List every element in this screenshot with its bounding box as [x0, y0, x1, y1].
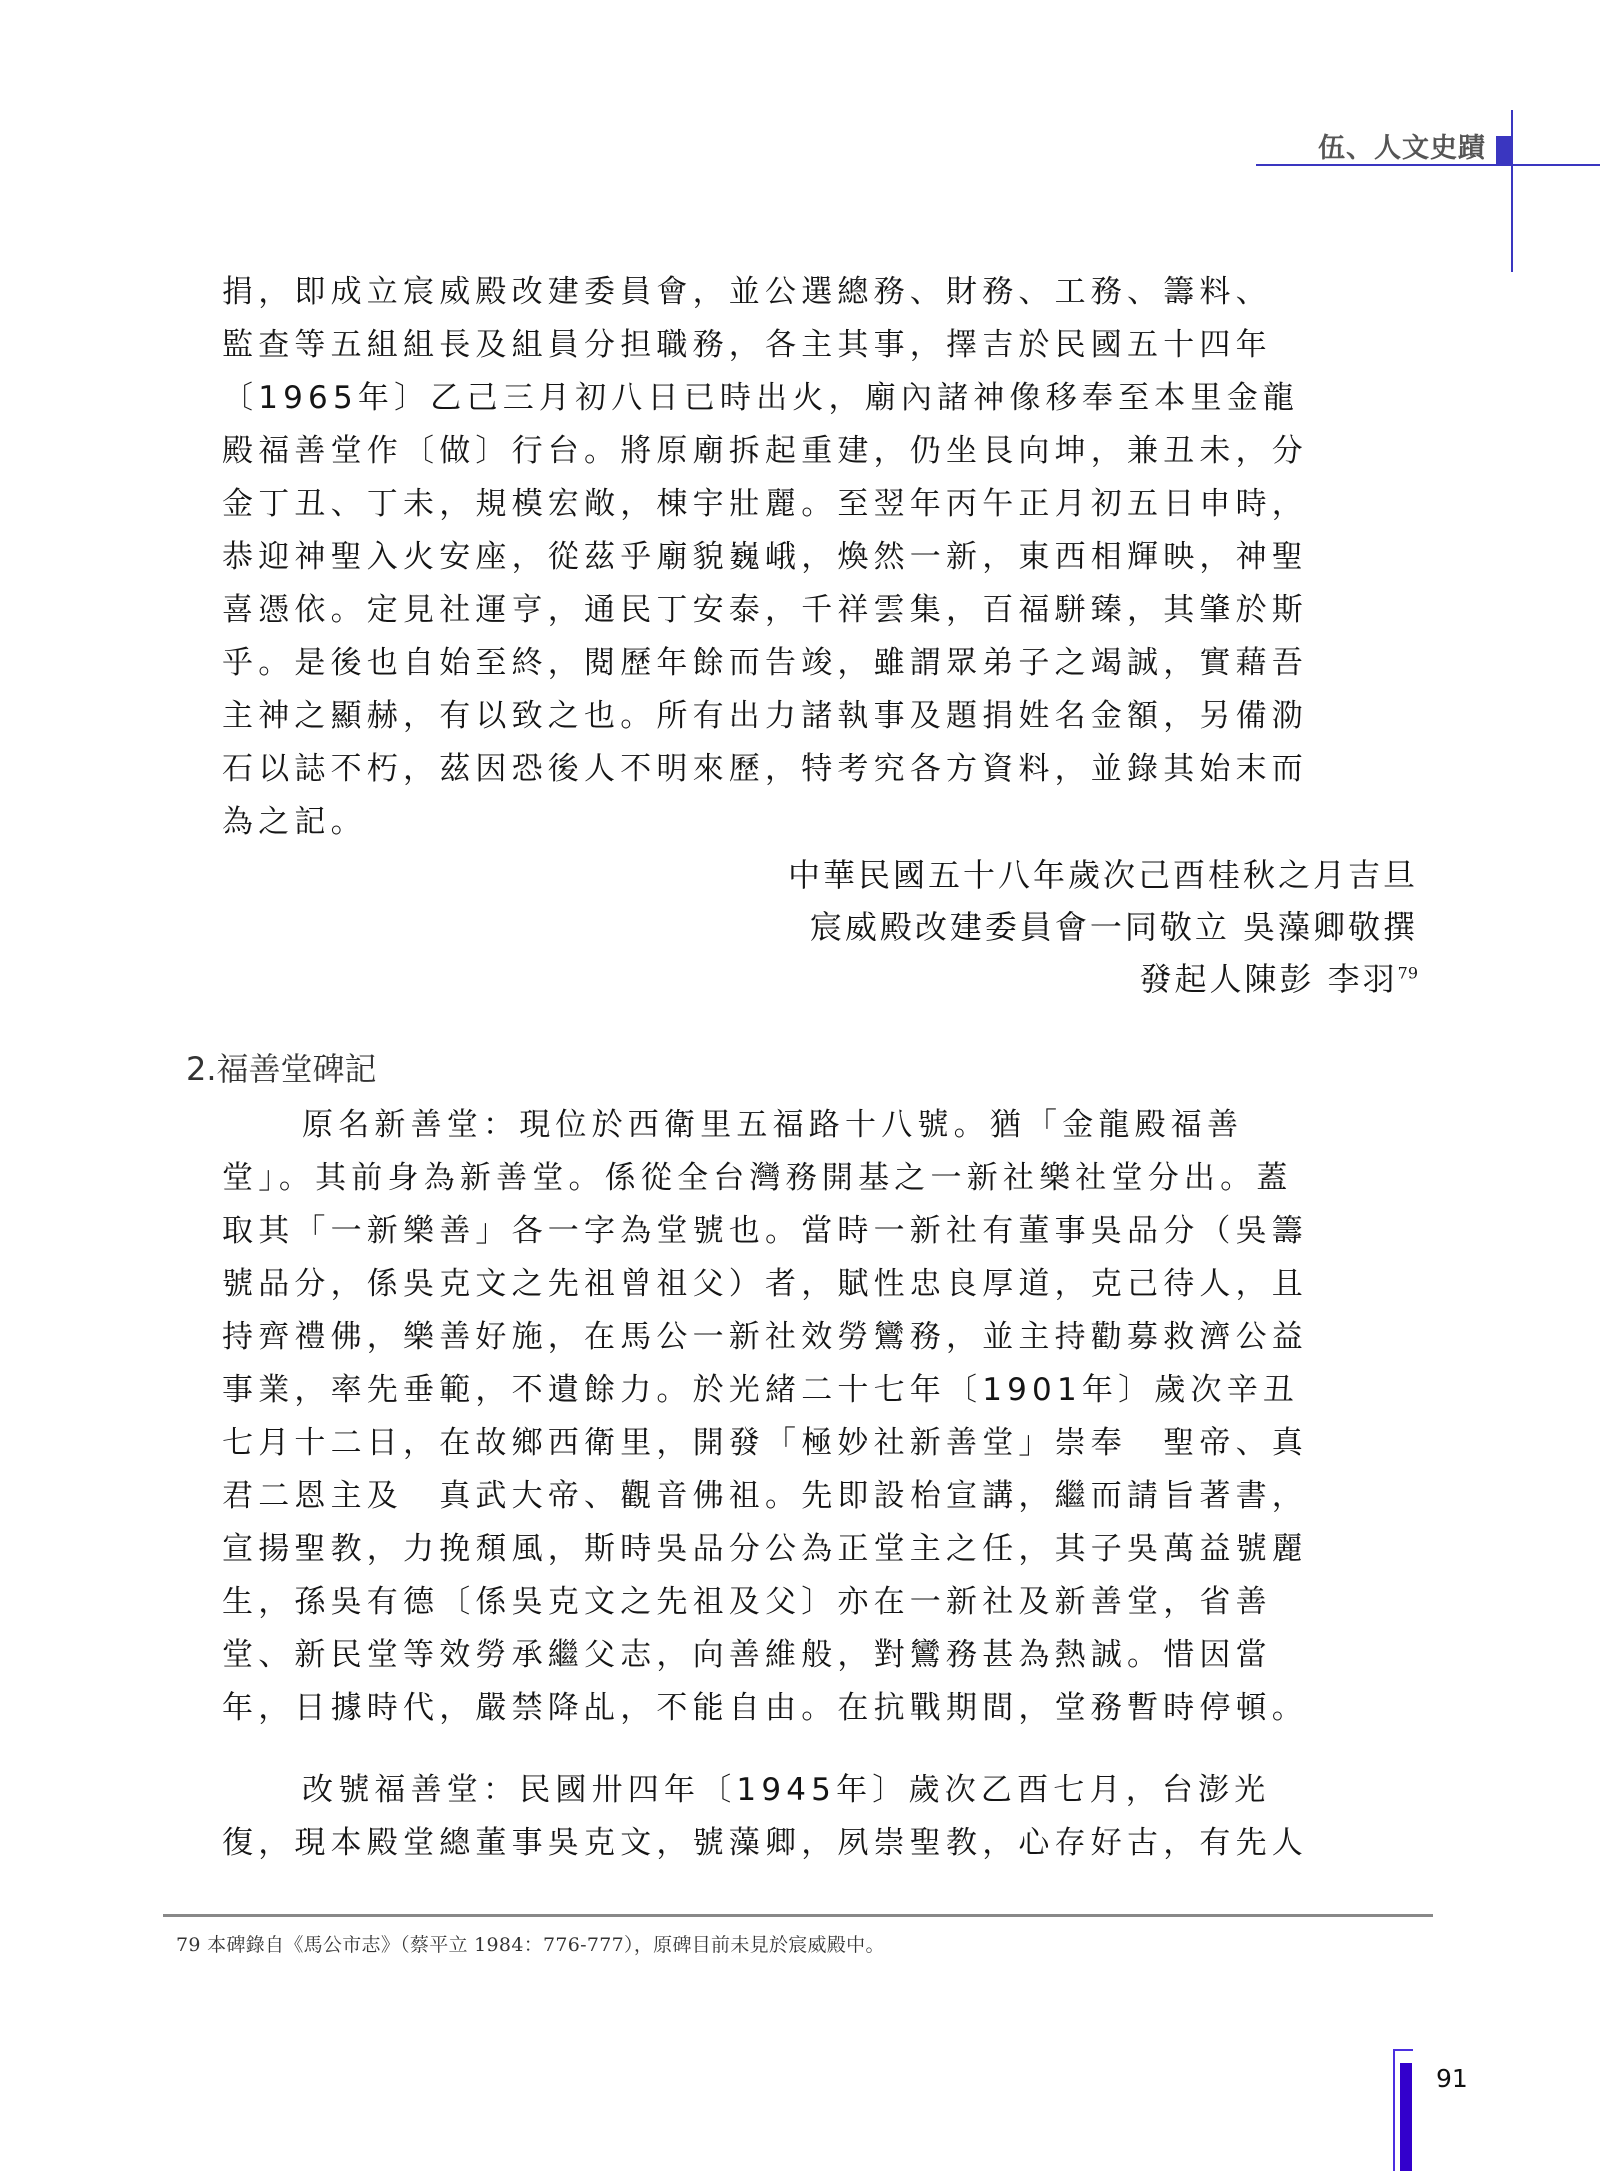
- inscription-text: [222, 266, 1422, 849]
- inscription-committee: 宸威殿改建委員會一同敬立 吳藻卿敬撰: [809, 908, 1418, 946]
- text-line: 恭迎神聖入火安座，從茲乎廟貌巍峨，煥然一新，東西相輝映，神聖: [222, 539, 1308, 575]
- text-line: 殿福善堂作〔做〕行台。將原廟拆起重建，仍坐艮向坤，兼丑未，分: [222, 433, 1308, 469]
- text-line: 堂、新民堂等效勞承繼父志，向善維般，對鸞務甚為熱誠。惜因當: [222, 1637, 1272, 1673]
- text-line: 君二恩主及 真武大帝、觀音佛祖。先即設枱宣講，繼而請旨著書，: [222, 1478, 1308, 1514]
- text-line: 原名新善堂：現位於西衛里五福路十八號。猶「金龍殿福善: [302, 1107, 1244, 1143]
- text-line: 持齊禮佛，樂善好施，在馬公一新社效勞鸞務，並主持勸募救濟公益: [222, 1319, 1308, 1355]
- text-line: 捐，即成立宸威殿改建委員會，並公選總務、財務、工務、籌料、: [222, 274, 1272, 310]
- text-line: 取其「一新樂善」各一字為堂號也。當時一新社有董事吳品分（吳籌: [222, 1213, 1308, 1249]
- section-paragraph-1: [222, 1099, 1422, 1735]
- text-line: 堂」。其前身為新善堂。係從全台灣務開基之一新社樂社堂分出。蓋: [222, 1160, 1293, 1196]
- text-line: 事業，率先垂範，不遺餘力。於光緒二十七年〔1901年〕歲次辛丑: [222, 1372, 1300, 1408]
- text-line: 監查等五組組長及組員分担職務，各主其事，擇吉於民國五十四年: [222, 327, 1272, 363]
- inscription-date: 中華民國五十八年歲次己酉桂秋之月吉旦: [787, 856, 1418, 894]
- text-line: 七月十二日，在故鄉西衛里，開發「極妙社新善堂」崇奉 聖帝、真: [222, 1425, 1308, 1461]
- page-number-frame: [1393, 2049, 1395, 2171]
- footnote-ref[interactable]: 79: [1397, 963, 1418, 983]
- text-line: 宣揚聖教，力挽頹風，斯時吳品分公為正堂主之任，其子吳萬益號麗: [222, 1531, 1308, 1567]
- text-line: 石以誌不朽，茲因恐後人不明來歷，特考究各方資料，並錄其始末而: [222, 751, 1308, 787]
- text-line: 主神之顯赫，有以致之也。所有出力諸執事及題捐姓名金額，另備泐: [222, 698, 1308, 734]
- text-line: 年，日據時代，嚴禁降乩，不能自由。在抗戰期間，堂務暫時停頓。: [222, 1690, 1308, 1726]
- chapter-title: 伍、人文史蹟: [1318, 133, 1486, 164]
- header-vertical-rule: [1511, 110, 1513, 272]
- page-number-frame-top: [1393, 2049, 1413, 2051]
- inscription-initiators: [1139, 954, 1418, 1000]
- header-marker-block: [1496, 136, 1512, 165]
- footnote-79: 79 本碑錄自《馬公市志》（蔡平立 1984：776-777），原碑目前未見於宸威殿中。: [176, 1934, 885, 1956]
- text-line: 復，現本殿堂總董事吳克文，號藻卿，夙崇聖教，心存好古，有先人: [222, 1825, 1308, 1861]
- text-line: 喜憑依。定見社運亨，通民丁安泰，千祥雲集，百福駢臻，其肇於斯: [222, 592, 1308, 628]
- initiators-text: 發起人陳彭 李羽: [1139, 960, 1398, 998]
- page-number: 91: [1436, 2064, 1468, 2093]
- page-number-bar: [1400, 2063, 1412, 2171]
- text-line: 〔1965年〕乙己三月初八日已時出火，廟內諸神像移奉至本里金龍: [222, 380, 1300, 416]
- footnote-divider: [163, 1914, 1433, 1917]
- text-line: 為之記。: [222, 804, 367, 840]
- text-line: 號品分，係吳克文之先祖曾祖父）者，賦性忠良厚道，克己待人，且: [222, 1266, 1308, 1302]
- text-line: 金丁丑、丁未，規模宏敞，棟宇壯麗。至翌年丙午正月初五日申時，: [222, 486, 1308, 522]
- section-heading: 2.福善堂碑記: [186, 1050, 377, 1088]
- section-paragraph-2: [222, 1764, 1422, 1870]
- text-line: 乎。是後也自始至終，閱歷年餘而告竣，雖謂眾弟子之竭誠，實藉吾: [222, 645, 1308, 681]
- text-line: 改號福善堂：民國卅四年〔1945年〕歲次乙酉七月，台澎光: [302, 1772, 1271, 1808]
- text-line: 生，孫吳有德〔係吳克文之先祖及父〕亦在一新社及新善堂，省善: [222, 1584, 1272, 1620]
